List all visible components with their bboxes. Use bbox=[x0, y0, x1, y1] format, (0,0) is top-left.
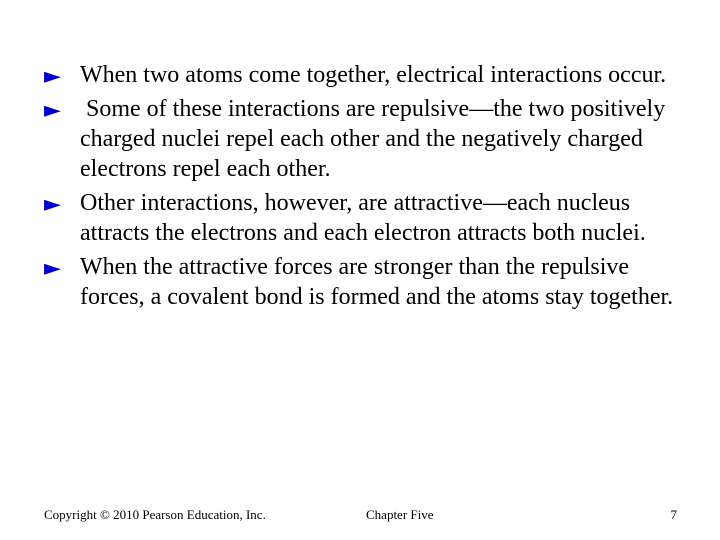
bullet-list bbox=[44, 60, 684, 316]
arrow-right-triangle-icon: ► bbox=[44, 256, 61, 281]
arrow-right-triangle-icon: ► bbox=[44, 192, 61, 217]
footer-chapter: Chapter Five bbox=[366, 507, 434, 522]
bullet-item bbox=[44, 94, 684, 184]
bullet-item bbox=[44, 60, 684, 90]
footer-page-number: 7 bbox=[670, 507, 677, 522]
bullet-text: When the attractive forces are stronger than the repulsive forces, a covalent bond is formed and the atoms stay together. bbox=[80, 254, 674, 310]
bullet-item bbox=[44, 252, 684, 312]
bullet-text: Some of these interactions are repulsive—the two positively charged nuclei repel each other and the negatively charged electrons repel each other. bbox=[80, 96, 672, 182]
footer-copyright: Copyright © 2010 Pearson Education, Inc. bbox=[44, 507, 266, 522]
bullet-text: Other interactions, however, are attractive—each nucleus attracts the electrons and each electron attracts both nuclei. bbox=[80, 190, 646, 246]
bullet-text: When two atoms come together, electrical interactions occur. bbox=[80, 62, 667, 88]
bullet-item bbox=[44, 188, 684, 248]
arrow-right-triangle-icon: ► bbox=[44, 64, 61, 89]
arrow-right-triangle-icon: ► bbox=[44, 98, 61, 123]
